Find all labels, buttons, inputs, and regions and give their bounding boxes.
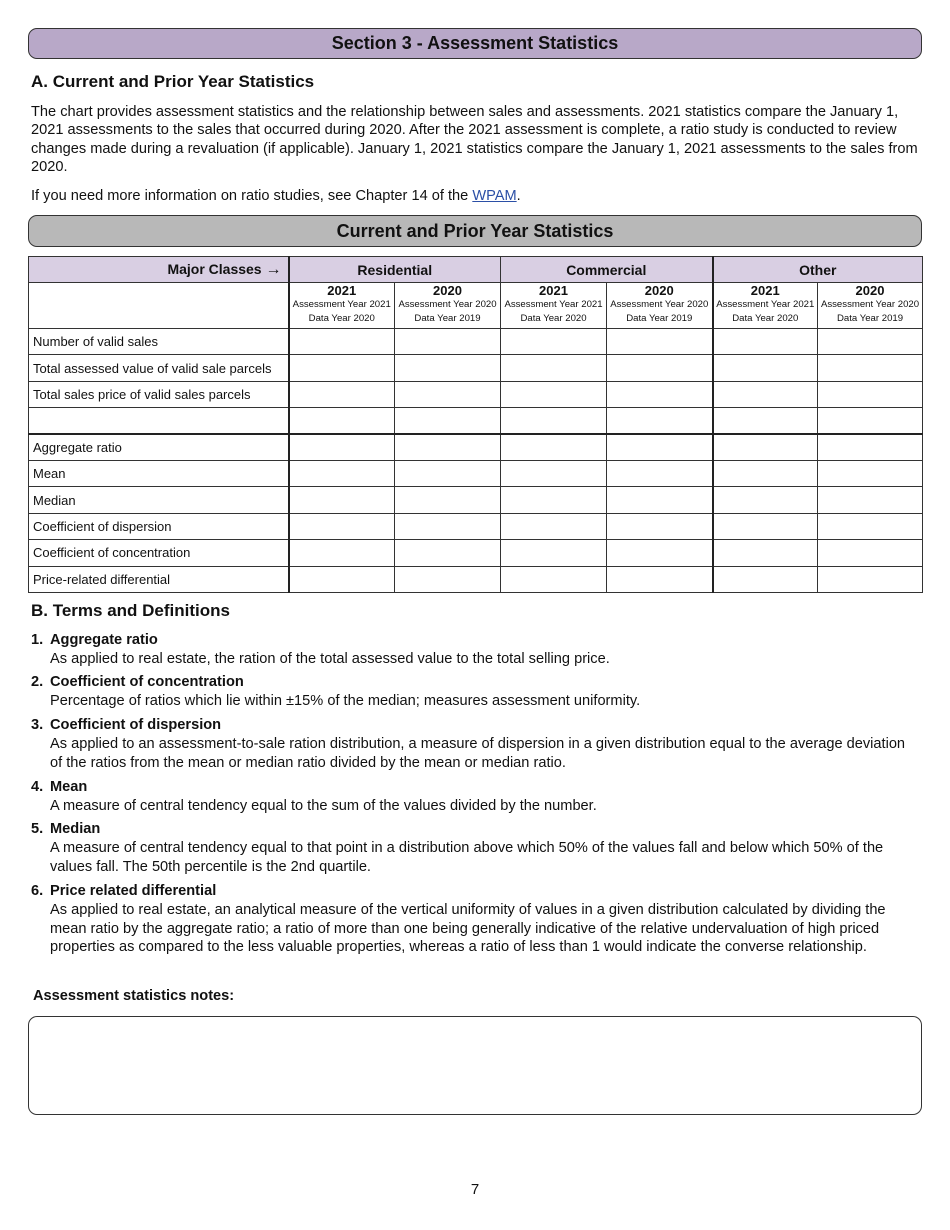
value-cell[interactable] [818, 434, 923, 460]
notes-label: Assessment statistics notes: [33, 988, 235, 1004]
page-number: 7 [470, 1181, 480, 1198]
value-cell[interactable] [395, 329, 501, 355]
column-data-year: Data Year 2020 [732, 313, 799, 324]
column-data-year: Data Year 2019 [414, 313, 481, 324]
column-year: 2021 [750, 283, 780, 298]
term-definition: A measure of central tendency equal to the sum of the values divided by the number. [50, 798, 597, 814]
term-number: 1. [31, 632, 44, 648]
section-title: Section 3 - Assessment Statistics [28, 28, 922, 59]
row-label: Total assessed value of valid sale parcels [29, 355, 289, 381]
value-cell[interactable] [607, 434, 713, 460]
wpam-link[interactable]: WPAM [472, 188, 517, 204]
value-cell[interactable] [289, 540, 395, 566]
value-cell[interactable] [501, 566, 607, 592]
value-cell[interactable] [395, 381, 501, 407]
term-definition: A measure of central tendency equal to that point in a distribution above which 50% of the values fall and below which 50% of the values fall. The 50th percentile is the 2nd quartile. [50, 840, 884, 875]
value-cell[interactable] [607, 408, 713, 434]
year-row-blank [29, 283, 289, 329]
value-cell[interactable] [395, 540, 501, 566]
column-assessment-year: Assessment Year 2021 [504, 299, 603, 310]
value-cell[interactable] [395, 355, 501, 381]
term-title: Price related differential [50, 883, 217, 899]
notes-textbox[interactable] [28, 1016, 922, 1115]
term-number: 4. [31, 779, 44, 795]
row-label: Price-related differential [29, 566, 289, 592]
value-cell[interactable] [607, 566, 713, 592]
term-number: 6. [31, 883, 44, 899]
value-cell[interactable] [289, 460, 395, 486]
column-header [607, 283, 713, 329]
value-cell[interactable] [818, 381, 923, 407]
part-b-heading: B. Terms and Definitions [31, 601, 230, 620]
value-cell[interactable] [818, 408, 923, 434]
term-definition: As applied to an assessment-to-sale ration distribution, a measure of dispersion in a given distribution equal to the average deviation of the ratios from the mean or median ratio divided by the mean or median ratio. [50, 736, 906, 771]
info-prefix: If you need more information on ratio studies, see Chapter 14 of the [31, 188, 473, 204]
table-row [29, 434, 923, 460]
major-classes-row [29, 257, 923, 283]
term-title: Median [50, 821, 101, 837]
intro-paragraph: The chart provides assessment statistics and the relationship between sales and assessments. 2021 statistics compare the January 1, 2021 assessments to the sales that occurred during 2020. After the 2021 assessment is complete, a ratio study is conducted to review changes made during a revaluation (if applicable). January 1, 2021 statistics compare the January 1, 2021 assessments to the sales from 2020. [31, 104, 918, 176]
value-cell[interactable] [289, 513, 395, 539]
column-header [501, 283, 607, 329]
value-cell[interactable] [501, 355, 607, 381]
column-assessment-year: Assessment Year 2020 [820, 299, 920, 310]
value-cell[interactable] [818, 513, 923, 539]
major-classes-label: Major Classes [167, 260, 262, 277]
term-title: Mean [50, 779, 88, 795]
value-cell[interactable] [713, 355, 818, 381]
class-header-other: Other [713, 257, 923, 283]
column-assessment-year: Assessment Year 2020 [398, 299, 497, 310]
value-cell[interactable] [713, 408, 818, 434]
value-cell[interactable] [713, 460, 818, 486]
row-label: Number of valid sales [29, 329, 289, 355]
value-cell[interactable] [818, 540, 923, 566]
value-cell[interactable] [713, 566, 818, 592]
column-data-year: Data Year 2020 [308, 313, 375, 324]
statistics-table [28, 256, 923, 593]
class-header-commercial: Commercial [501, 257, 713, 283]
term-title: Aggregate ratio [50, 632, 158, 648]
value-cell[interactable] [501, 408, 607, 434]
value-cell[interactable] [395, 487, 501, 513]
column-data-year: Data Year 2019 [836, 313, 904, 324]
row-label: Mean [29, 460, 289, 486]
column-year: 2021 [327, 283, 357, 298]
value-cell[interactable] [607, 329, 713, 355]
class-header-residential: Residential [289, 257, 501, 283]
info-suffix: . [516, 188, 521, 204]
value-cell[interactable] [289, 408, 395, 434]
term-definition: As applied to real estate, an analytical measure of the vertical uniformity of values in a given distribution calculated by dividing the mean ratio by the aggregate ratio; a ratio of more than one being generally indicative of the relative undervaluation of high priced properties as compared to the less valuable properties, whereas a ratio of less than 1 would indicate the converse relationship. [50, 902, 886, 956]
table-row [29, 513, 923, 539]
value-cell[interactable] [607, 381, 713, 407]
value-cell[interactable] [607, 460, 713, 486]
table-row [29, 487, 923, 513]
value-cell[interactable] [501, 487, 607, 513]
term-title: Coefficient of dispersion [50, 717, 222, 733]
value-cell[interactable] [607, 487, 713, 513]
value-cell[interactable] [607, 355, 713, 381]
column-header [818, 283, 923, 329]
value-cell[interactable] [713, 381, 818, 407]
value-cell[interactable] [289, 355, 395, 381]
column-year: 2020 [433, 283, 462, 298]
value-cell[interactable] [395, 566, 501, 592]
value-cell[interactable] [713, 540, 818, 566]
term-definition: As applied to real estate, the ration of the total assessed value to the total selling price. [50, 651, 610, 667]
value-cell[interactable] [818, 460, 923, 486]
value-cell[interactable] [501, 513, 607, 539]
info-paragraph [31, 187, 921, 205]
column-assessment-year: Assessment Year 2021 [716, 299, 815, 310]
value-cell[interactable] [289, 329, 395, 355]
term-number: 5. [31, 821, 44, 837]
table-title: Current and Prior Year Statistics [28, 215, 922, 247]
row-label: Median [29, 487, 289, 513]
value-cell[interactable] [713, 434, 818, 460]
value-cell[interactable] [818, 355, 923, 381]
value-cell[interactable] [501, 540, 607, 566]
value-cell[interactable] [289, 566, 395, 592]
value-cell[interactable] [501, 460, 607, 486]
year-row [29, 283, 923, 329]
value-cell[interactable] [607, 513, 713, 539]
value-cell[interactable] [395, 434, 501, 460]
column-year: 2020 [855, 283, 885, 298]
column-assessment-year: Assessment Year 2020 [610, 299, 709, 310]
value-cell[interactable] [289, 487, 395, 513]
column-header [289, 283, 395, 329]
row-label: Coefficient of dispersion [29, 513, 289, 539]
value-cell[interactable] [395, 460, 501, 486]
value-cell[interactable] [713, 487, 818, 513]
value-cell[interactable] [395, 513, 501, 539]
value-cell[interactable] [501, 434, 607, 460]
row-label [29, 408, 289, 434]
table-row [29, 460, 923, 486]
value-cell[interactable] [818, 566, 923, 592]
column-data-year: Data Year 2020 [520, 313, 587, 324]
column-assessment-year: Assessment Year 2021 [292, 299, 391, 310]
term-definition: Percentage of ratios which lie within ±15% of the median; measures assessment uniformity. [50, 693, 641, 709]
term-number: 3. [31, 717, 44, 733]
row-label: Aggregate ratio [29, 434, 289, 460]
part-a-heading: A. Current and Prior Year Statistics [31, 72, 315, 91]
value-cell[interactable] [713, 513, 818, 539]
value-cell[interactable] [395, 408, 501, 434]
value-cell[interactable] [289, 381, 395, 407]
term-number: 2. [31, 674, 44, 690]
value-cell[interactable] [607, 540, 713, 566]
value-cell[interactable] [501, 329, 607, 355]
table-row [29, 540, 923, 566]
table-row [29, 355, 923, 381]
table-row [29, 381, 923, 407]
column-header [395, 283, 501, 329]
major-classes-header [29, 257, 289, 283]
term-title: Coefficient of concentration [50, 674, 244, 690]
table-row [29, 408, 923, 434]
table-row [29, 566, 923, 592]
row-label: Coefficient of concentration [29, 540, 289, 566]
column-year: 2021 [539, 283, 568, 298]
value-cell[interactable] [818, 329, 923, 355]
arrow-right-icon: → [265, 260, 282, 278]
value-cell[interactable] [713, 329, 818, 355]
value-cell[interactable] [818, 487, 923, 513]
table-row [29, 329, 923, 355]
column-data-year: Data Year 2019 [626, 313, 693, 324]
column-year: 2020 [644, 283, 674, 298]
column-header [713, 283, 818, 329]
row-label: Total sales price of valid sales parcels [29, 381, 289, 407]
value-cell[interactable] [289, 434, 395, 460]
value-cell[interactable] [501, 381, 607, 407]
